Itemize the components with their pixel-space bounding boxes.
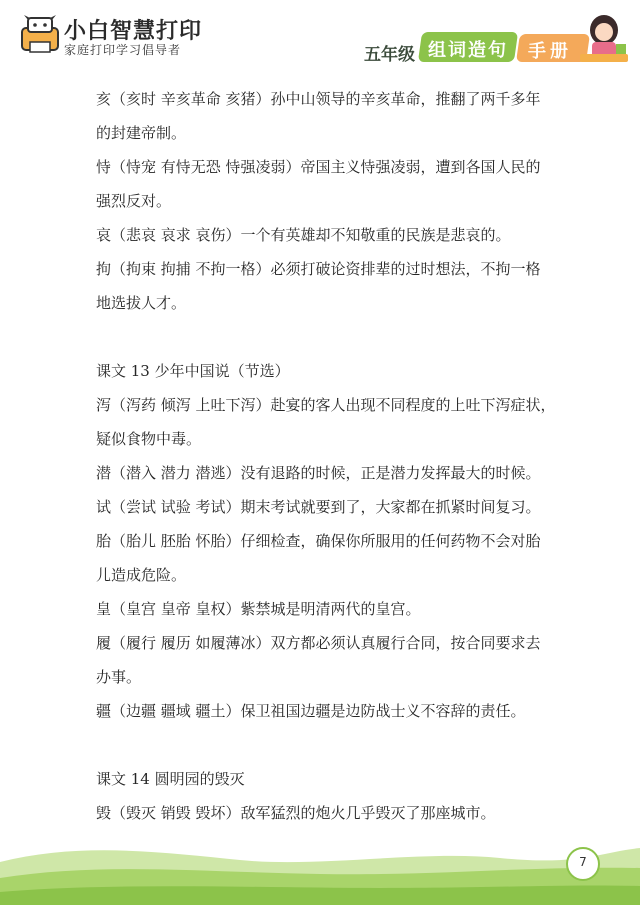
text-line: 的封建帝制。 — [96, 124, 187, 142]
text-line: 恃（恃宠 有恃无恐 恃强凌弱）帝国主义恃强凌弱，遭到各国人民的 — [96, 158, 541, 176]
banner-title-right: 手册 — [528, 41, 572, 62]
section-title-14: 课文 14 圆明园的毁灭 — [96, 770, 245, 788]
grass-footer-decoration — [0, 822, 640, 905]
text-line: 履（履行 履历 如履薄冰）双方都必须认真履行合同，按合同要求去 — [96, 634, 541, 652]
vocabulary-content — [96, 82, 558, 830]
printer-dog-logo-icon — [20, 14, 60, 56]
text-line: 疑似食物中毒。 — [96, 430, 202, 448]
text-line: 疆（边疆 疆域 疆土）保卫祖国边疆是边防战士义不容辞的责任。 — [96, 702, 526, 720]
grade-label: 五年级 — [364, 45, 415, 65]
text-line: 拘（拘束 拘捕 不拘一格）必须打破论资排辈的过时想法，不拘一格 — [96, 260, 541, 278]
page-number: 7 — [579, 855, 587, 869]
text-line: 潜（潜入 潜力 潜逃）没有退路的时候，正是潜力发挥最大的时候。 — [96, 464, 541, 482]
text-line: 亥（亥时 辛亥革命 亥猪）孙中山领导的辛亥革命，推翻了两千多年 — [96, 90, 541, 108]
brand-name: 小白智慧打印 — [64, 19, 203, 44]
banner-title-left: 组词造句 — [428, 40, 508, 61]
brand-tagline: 家庭打印学习倡导者 — [64, 43, 182, 57]
section-spacer — [96, 728, 558, 762]
text-line: 儿造成危险。 — [96, 566, 187, 584]
text-line: 地选拔人才。 — [96, 294, 187, 312]
teacher-illustration-icon — [576, 10, 632, 66]
text-line: 泻（泻药 倾泻 上吐下泻）赴宴的客人出现不同程度的上吐下泻症状， — [96, 396, 556, 414]
section-title-13: 课文 13 少年中国说（节选） — [96, 362, 290, 380]
text-line: 毁（毁灭 销毁 毁坏）敌军猛烈的炮火几乎毁灭了那座城市。 — [96, 804, 496, 822]
text-line: 试（尝试 试验 考试）期末考试就要到了，大家都在抓紧时间复习。 — [96, 498, 541, 516]
section-spacer — [96, 320, 558, 354]
text-line: 哀（悲哀 哀求 哀伤）一个有英雄却不知敬重的民族是悲哀的。 — [96, 226, 511, 244]
handbook-title-banner — [420, 28, 590, 64]
text-line: 皇（皇宫 皇帝 皇权）紫禁城是明清两代的皇宫。 — [96, 600, 421, 618]
page-header — [0, 0, 640, 72]
text-line: 胎（胎儿 胚胎 怀胎）仔细检查，确保你所服用的任何药物不会对胎 — [96, 532, 541, 550]
text-line: 办事。 — [96, 668, 142, 686]
text-line: 强烈反对。 — [96, 192, 172, 210]
